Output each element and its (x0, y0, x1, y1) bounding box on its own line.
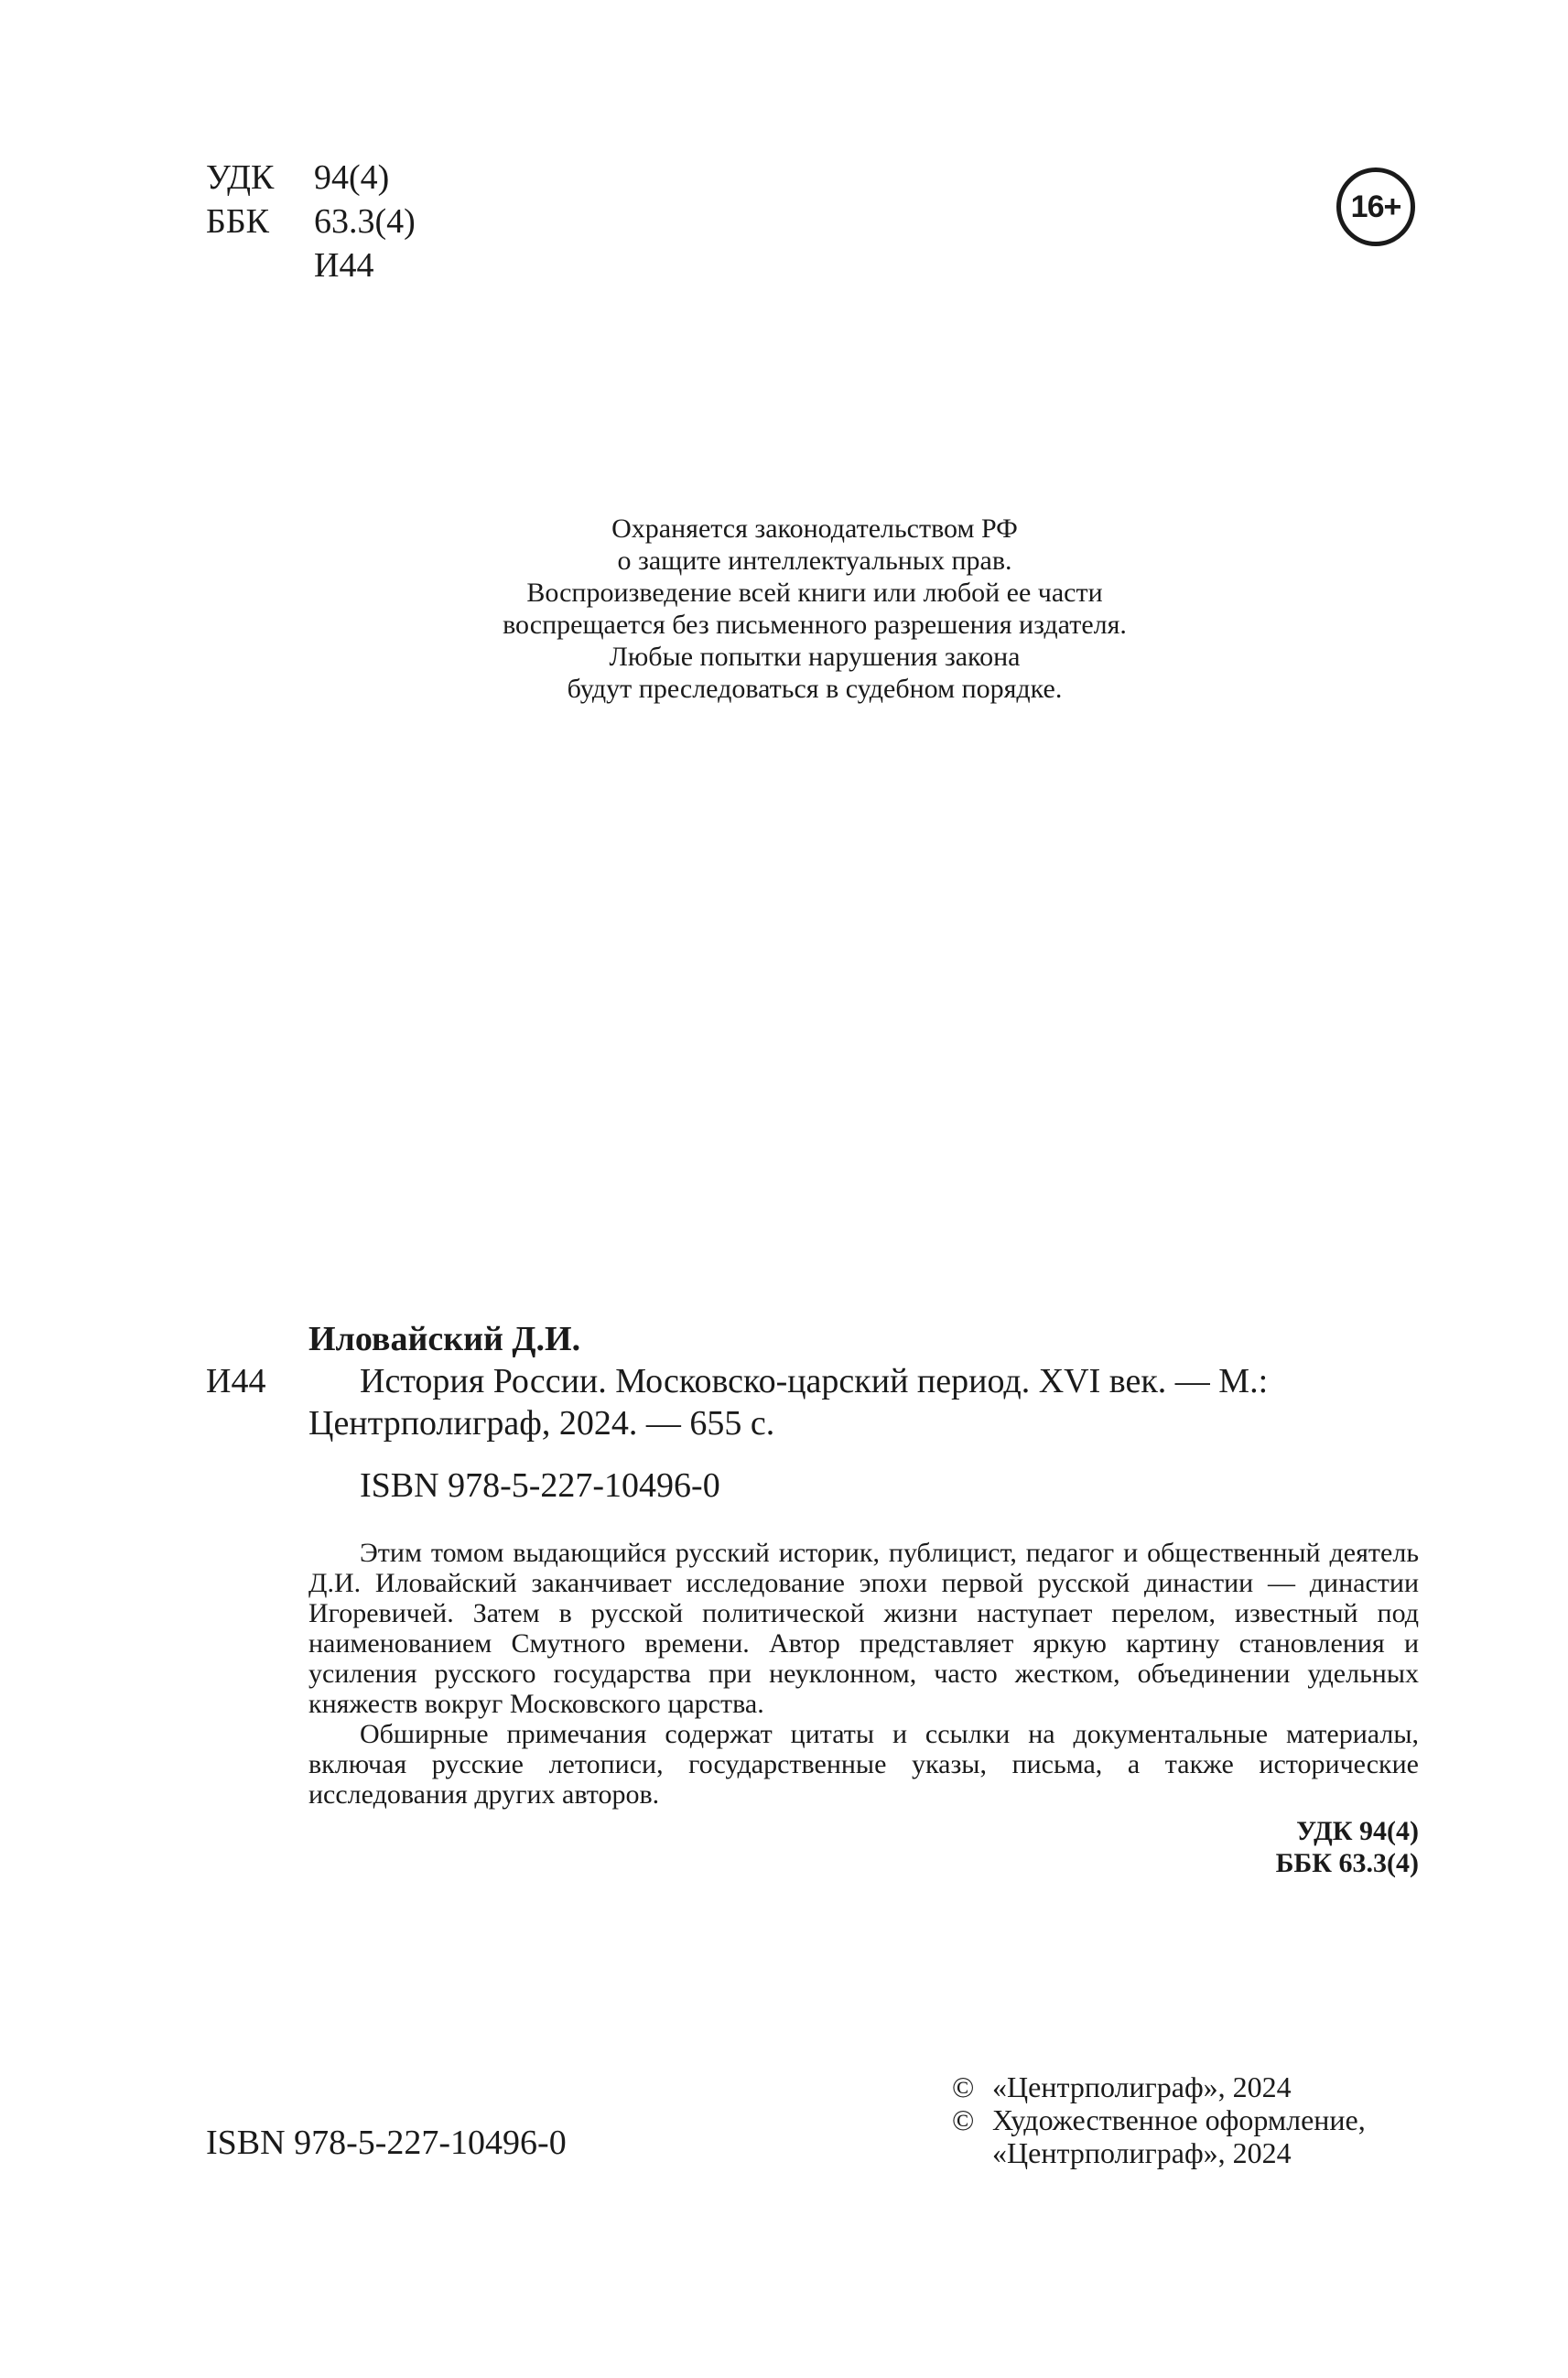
annotation-paragraph: Этим томом выдающийся русский историк, публицист, педагог и общественный деятель Д.И. Иловайский заканчивает исследование эпохи первой русской династии — династии Игоревичей. Затем в русской политической жизни наступает перелом, известный под наименованием Смутного времени. Автор представляет яркую картину становления и усиления русского государства при неуклонном, часто жестком, объединении удельных княжеств вокруг Московского царства. (308, 1538, 1419, 1719)
isbn-bottom: ISBN 978-5-227-10496-0 (206, 2124, 567, 2162)
copyright-symbol: © (952, 2070, 975, 2103)
bbk-label: ББК (206, 202, 269, 241)
warning-line: Воспроизведение всей книги или любой ее части (526, 578, 1103, 608)
copyright-text: Художественное оформление, (992, 2103, 1366, 2136)
age-rating-badge (1336, 168, 1415, 246)
copyright-warning (275, 513, 1355, 705)
bbk-code: ББК 63.3(4) (1275, 1848, 1419, 1878)
warning-line: будут преследоваться в судебном порядке. (567, 674, 1063, 704)
warning-line: воспрещается без письменного разрешения издателя. (503, 610, 1127, 640)
copyright-text: «Центрполиграф», 2024 (992, 2070, 1292, 2103)
copyright-row (952, 2136, 1366, 2169)
isbn-line: ISBN 978-5-227-10496-0 (360, 1466, 720, 1505)
annotation (308, 1538, 1419, 1879)
udk-label: УДК (206, 158, 275, 197)
entry-line: История России. Московско-царский период. XVI век. — М.: (360, 1362, 1269, 1400)
author-heading: Иловайский Д.И. (308, 1320, 581, 1358)
bibliographic-record (206, 1318, 1419, 1507)
index-codes (308, 1815, 1419, 1879)
cutter-row (206, 243, 416, 287)
copyright-row (952, 2103, 1366, 2136)
copyright-symbol: © (952, 2103, 975, 2136)
age-rating-text: 16+ (1350, 189, 1401, 224)
annotation-paragraph: Обширные примечания содержат цитаты и ссылки на документальные материалы, включая русские летописи, государственные указы, письма, а также исторические исследования других авторов. (308, 1719, 1419, 1810)
udk-row (206, 156, 416, 200)
udk-value: 94(4) (314, 158, 390, 197)
copyright-block (952, 2070, 1366, 2169)
warning-line: Охраняется законодательством РФ (611, 513, 1018, 544)
entry-cutter: И44 (206, 1362, 266, 1400)
entry-text (308, 1360, 1419, 1444)
classification-block (206, 156, 416, 287)
copyright-row (952, 2070, 1366, 2103)
udk-code: УДК 94(4) (1296, 1816, 1419, 1846)
bbk-row (206, 200, 416, 243)
copyright-text: «Центрполиграф», 2024 (992, 2136, 1292, 2169)
cutter-code: И44 (314, 246, 374, 285)
title-entry (206, 1360, 1419, 1444)
warning-line: о защите интеллектуальных прав. (617, 546, 1012, 576)
warning-line: Любые попытки нарушения закона (609, 642, 1021, 672)
bbk-value: 63.3(4) (314, 202, 416, 241)
entry-line: Центрполиграф, 2024. — 655 с. (308, 1404, 775, 1443)
